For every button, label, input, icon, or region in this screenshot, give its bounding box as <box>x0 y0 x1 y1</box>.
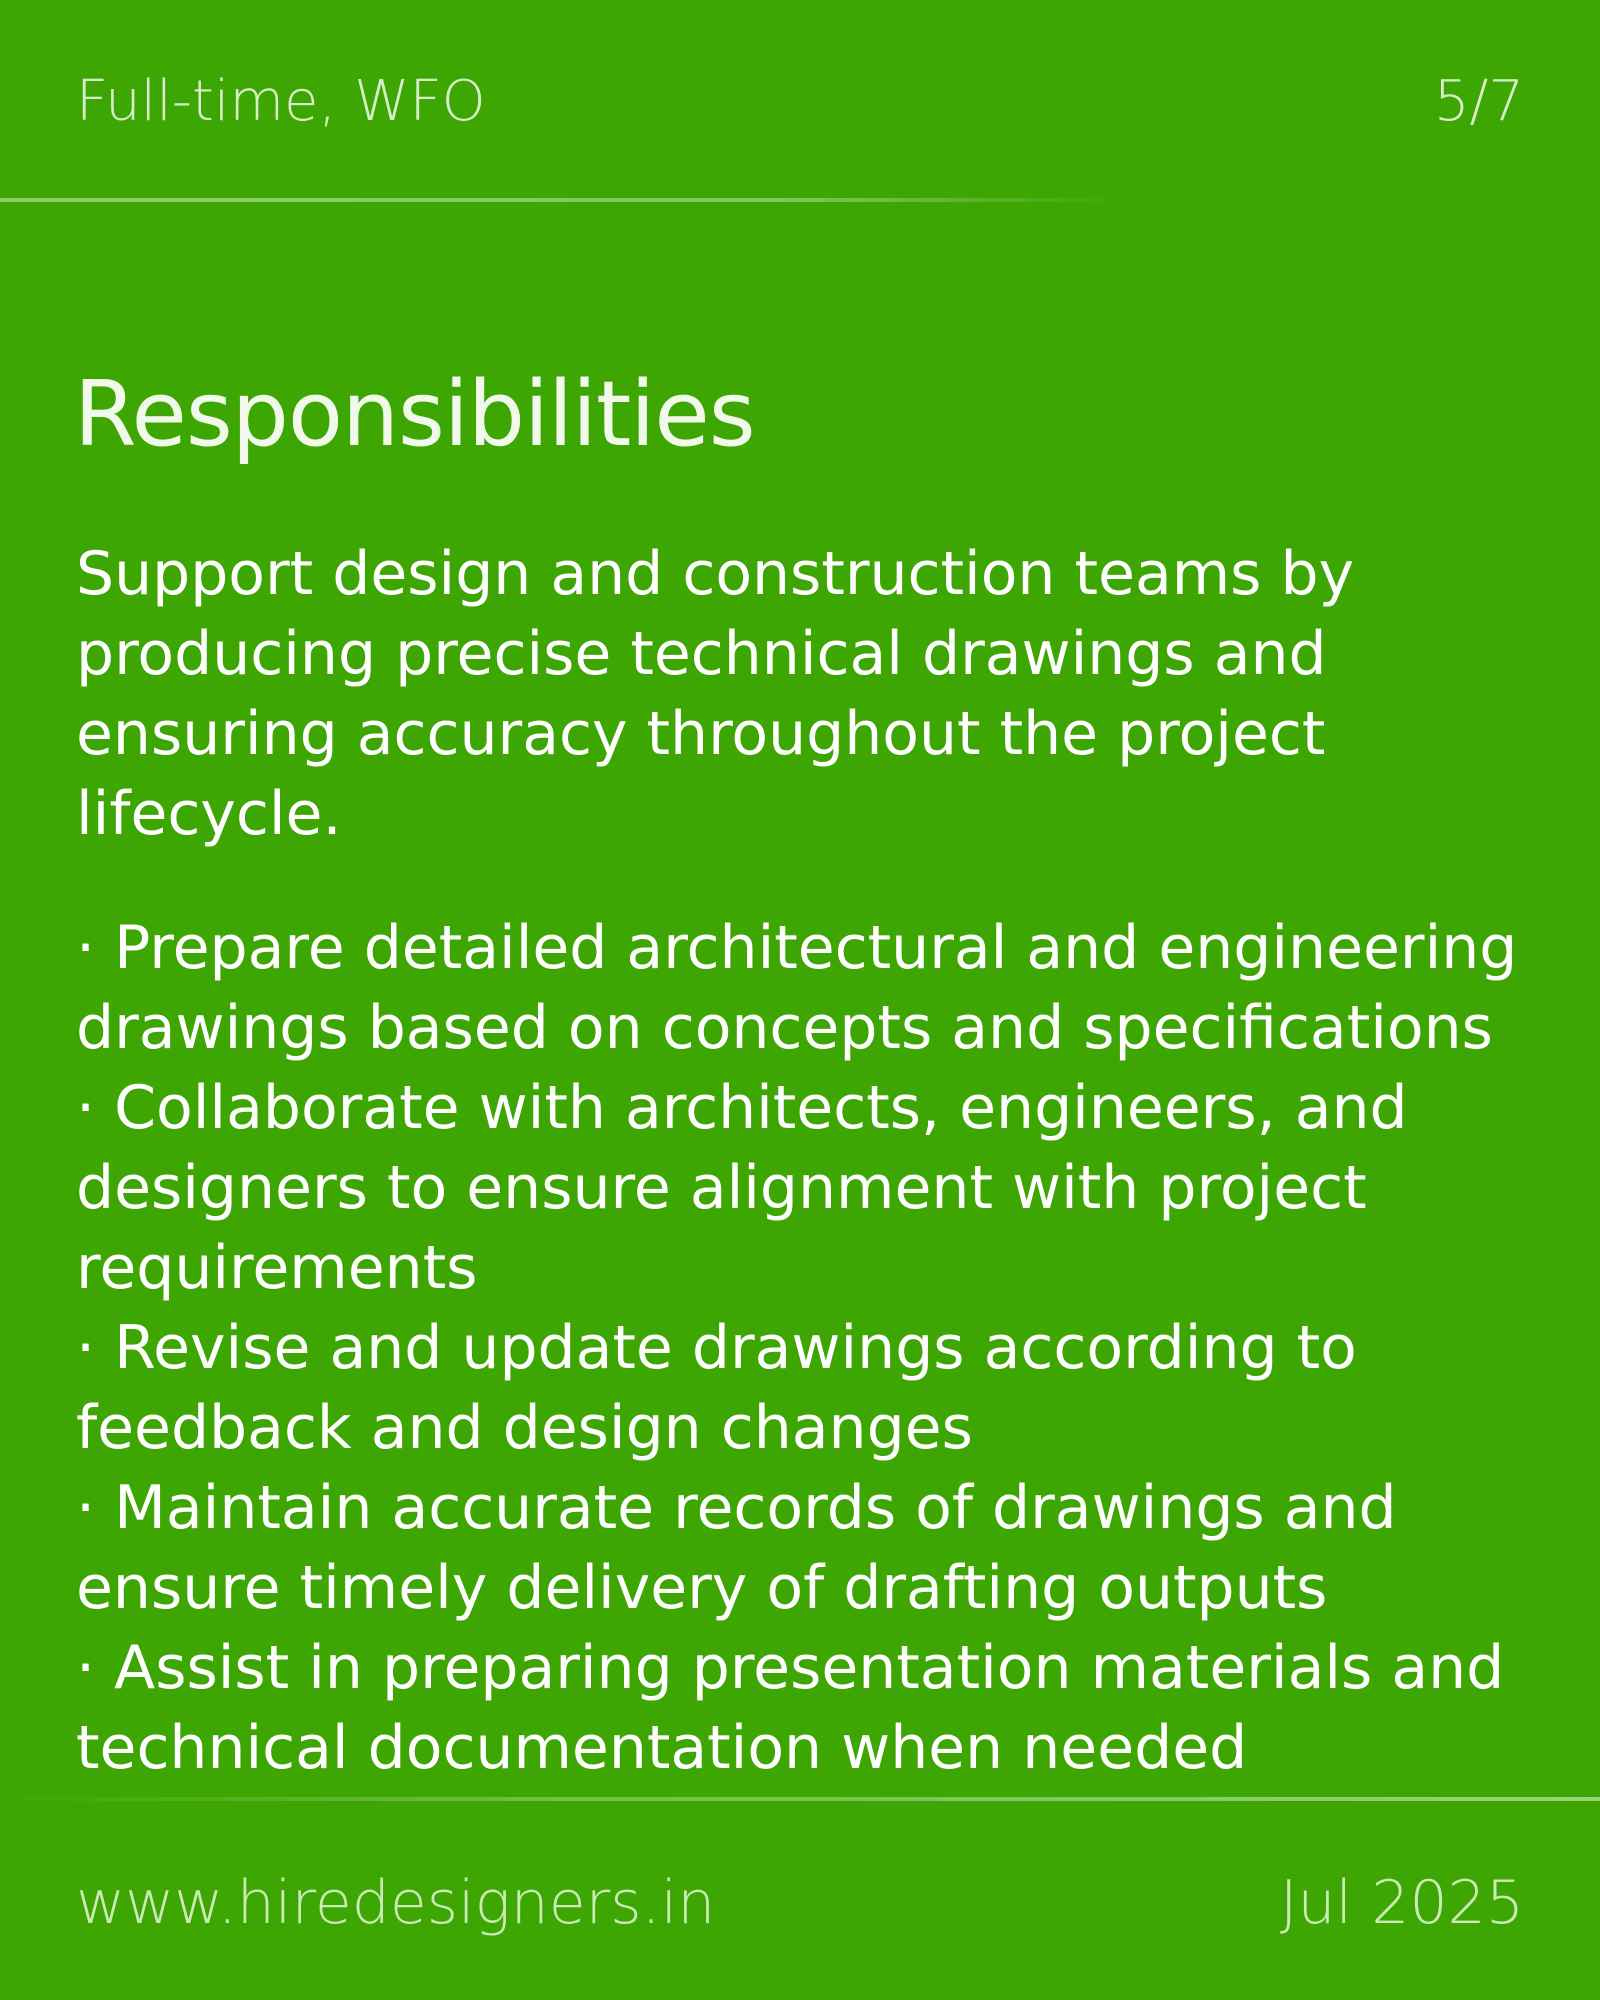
section-heading: Responsibilities <box>74 362 755 467</box>
website-link[interactable]: www.hiredesigners.in <box>76 1868 716 1938</box>
bottom-divider <box>0 1797 1600 1801</box>
top-divider <box>0 198 1120 202</box>
job-type-label: Full-time, WFO <box>76 69 486 134</box>
intro-paragraph: Support design and construction teams by producing precise technical drawings and ensuring accuracy throughout the project lifecycle. <box>76 539 1355 849</box>
responsibility-list <box>76 908 1546 1788</box>
page-indicator: 5/7 <box>1433 69 1524 134</box>
responsibility-item: · Maintain accurate records of drawings and ensure timely delivery of drafting outputs <box>76 1473 1397 1623</box>
responsibility-item: · Prepare detailed architectural and engineering drawings based on concepts and specifications <box>76 913 1518 1063</box>
top-meta-bar <box>76 70 1524 134</box>
responsibility-item: · Assist in preparing presentation materials and technical documentation when needed <box>76 1633 1505 1783</box>
responsibility-item: · Collaborate with architects, engineers, and designers to ensure alignment with project requirements <box>76 1073 1408 1303</box>
responsibility-item: · Revise and update drawings according to feedback and design changes <box>76 1313 1357 1463</box>
footer-bar <box>76 1868 1524 1938</box>
post-date: Jul 2025 <box>1279 1868 1524 1938</box>
